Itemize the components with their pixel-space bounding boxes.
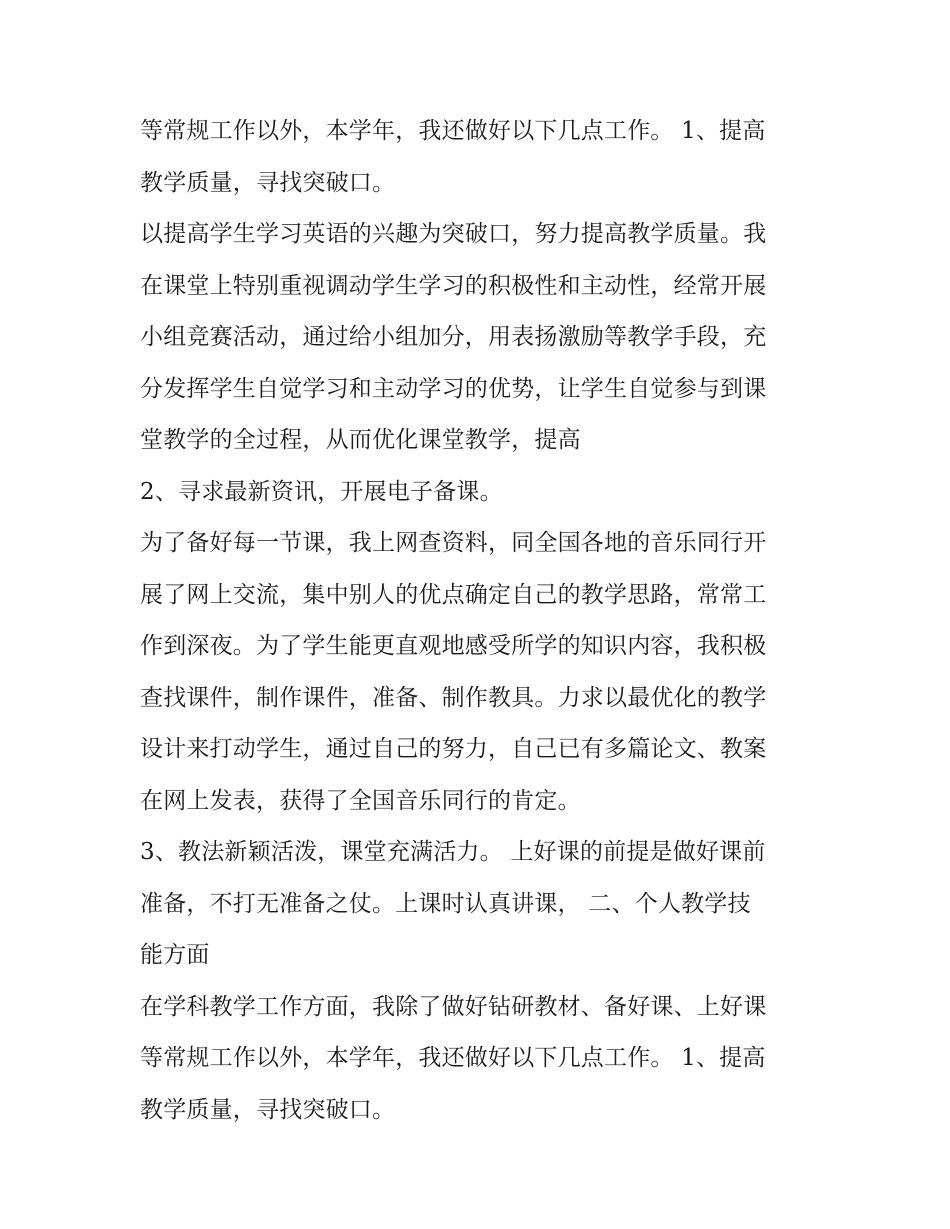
text-line: 以提高学生学习英语的兴趣为突破口，努力提高教学质量。我 [140,221,767,247]
text-line: 在学科教学工作方面，我除了做好钻研教材、备好课、上好课 [140,993,767,1020]
text-line: 作到深夜。为了学生能更直观地感受所学的知识内容，我积极 [140,633,767,659]
text-line: 堂教学的全过程，从而优化课堂教学，提高 [140,427,581,453]
text-line: 展了网上交流，集中别人的优点确定自己的教学思路，常常工 [140,581,767,608]
text-line: 等常规工作以外，本学年，我还做好以下几点工作。 1、提高 [140,118,766,144]
text-line: 准备，不打无准备之仗。上课时认真讲课， 二、个人教学技 [140,890,751,917]
text-line: 能方面 [140,942,210,968]
text-line: 教学质量，寻找突破口。 [140,1096,396,1123]
text-line: 分发挥学生自觉学习和主动学习的优势，让学生自觉参与到课 [140,375,767,402]
text-line: 在网上发表，获得了全国音乐同行的肯定。 [140,787,581,814]
text-line: 设计来打动学生，通过自己的努力，自己已有多篇论文、教案 [140,736,767,762]
document-body [140,106,820,1136]
text-line: 等常规工作以外，本学年，我还做好以下几点工作。 1、提高 [140,1045,766,1071]
text-line: 小组竞赛活动，通过给小组加分，用表扬激励等教学手段，充 [140,324,767,350]
text-line: 3、教法新颖活泼，课堂充满活力。 上好课的前提是做好课前 [140,839,766,865]
text-line: 教学质量，寻找突破口。 [140,169,396,196]
text-line: 查找课件，制作课件，准备、制作教具。力求以最优化的教学 [140,684,767,711]
text-line: 在课堂上特别重视调动学生学习的积极性和主动性，经常开展 [140,272,767,299]
text-line: 2、寻求最新资讯，开展电子备课。 [140,478,503,505]
text-line: 为了备好每一节课，我上网查资料，同全国各地的音乐同行开 [140,530,767,556]
